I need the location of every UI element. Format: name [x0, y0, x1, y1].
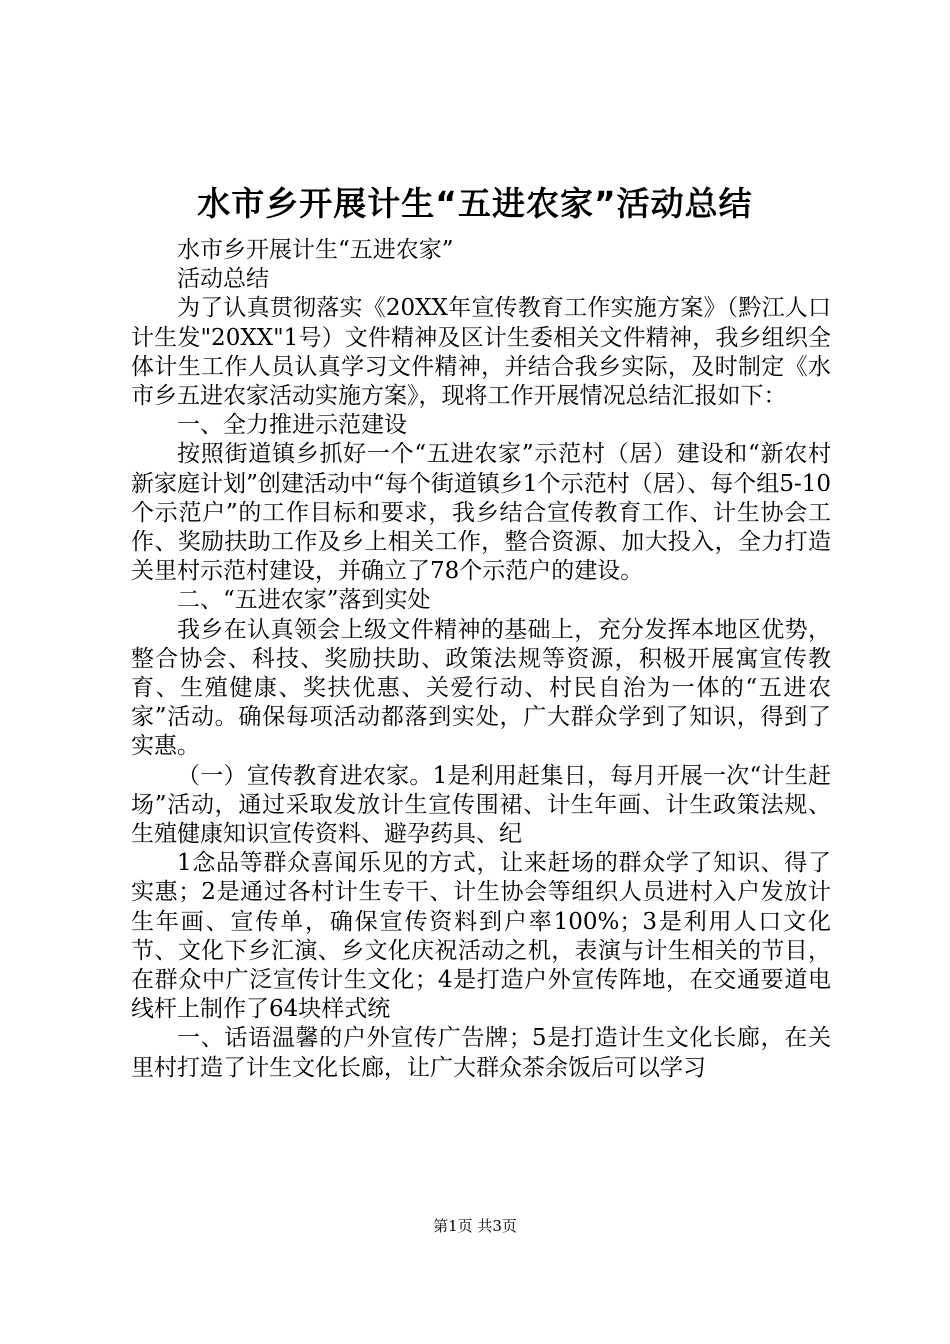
section-heading-2: 二、“五进农家”落到实处	[177, 587, 431, 614]
subsection-1-continued-paragraph: 1念品等群众喜闻乐见的方式，让来赶场的群众学了知识、得了实惠；2是通过各村计生专干、计生协会等组织人员进村入户发放计生年画、宣传单，确保宣传资料到户率100%；3是利用人口文化节、文化下乡汇演、乡文化庆祝活动之机，表演与计生相关的节目，在群众中广泛宣传计生文化；4是打造户外宣传阵地，在交通要道电线杆上制作了64块样式统	[131, 850, 831, 1023]
section-2-paragraph: 我乡在认真领会上级文件精神的基础上，充分发挥本地区优势，整合协会、科技、奖励扶助、政策法规等资源，积极开展寓宣传教育、生殖健康、奖扶优惠、关爱行动、村民自治为一体的“五进农家”活动。确保每项活动都落到实处，广大群众学到了知识，得到了实惠。	[131, 616, 831, 760]
subtitle-line-2: 活动总结	[177, 266, 269, 293]
subsection-1-paragraph: （一）宣传教育进农家。1是利用赶集日，每月开展一次“计生赶场”活动，通过采取发放计生宣传围裙、计生年画、计生政策法规、生殖健康知识宣传资料、避孕药具、纪	[131, 762, 831, 848]
subsection-1-final-paragraph: 一、话语温馨的户外宣传广告牌；5是打造计生文化长廊，在关里村打造了计生文化长廊，让广大群众茶余饭后可以学习	[131, 1025, 831, 1081]
page-number: 第1页 共3页	[433, 1217, 517, 1235]
intro-paragraph: 为了认真贯彻落实《20XX年宣传教育工作实施方案》（黔江人口计生发"20XX"1号）文件精神及区计生委相关文件精神，我乡组织全体计生工作人员认真学习文件精神，并结合我乡实际，及时制定《水市乡五进农家活动实施方案》，现将工作开展情况总结汇报如下：	[131, 295, 831, 410]
document-title: 水市乡开展计生“五进农家”活动总结	[197, 184, 753, 223]
document-body	[131, 236, 831, 1083]
section-heading-1: 一、全力推进示范建设	[177, 412, 407, 439]
subtitle-line-1: 水市乡开展计生“五进农家”	[177, 237, 454, 263]
section-1-paragraph: 按照街道镇乡抓好一个“五进农家”示范村（居）建设和“新农村新家庭计划”创建活动中“每个街道镇乡1个示范村（居）、每个组5-10个示范户”的工作目标和要求，我乡结合宣传教育工作、计生协会工作、奖励扶助工作及乡上相关工作，整合资源、加大投入，全力打造关里村示范村建设，并确立了78个示范户的建设。	[131, 441, 831, 585]
